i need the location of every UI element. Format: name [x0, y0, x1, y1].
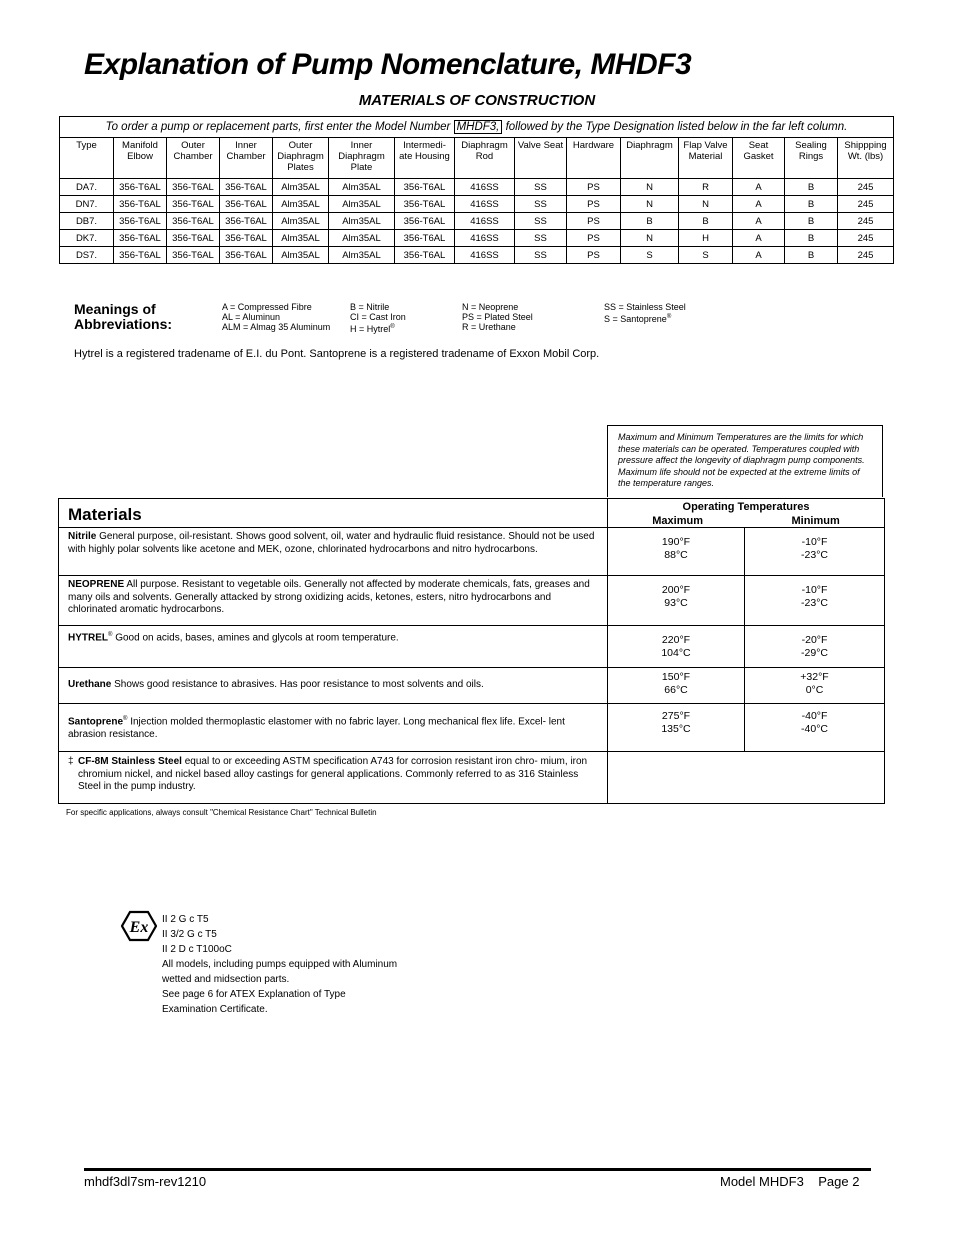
table-cell: B — [785, 179, 838, 196]
min-temp-f: -10°F — [801, 536, 828, 548]
minimum-label: Minimum — [791, 515, 840, 527]
registered-mark: ® — [108, 632, 113, 638]
material-description — [59, 626, 608, 668]
materials-heading: Materials — [59, 499, 608, 528]
materials-table-wrap — [58, 498, 884, 804]
abbreviation-item: CI = Cast Iron — [350, 312, 406, 322]
material-desc-text: All purpose. Resistant to vegetable oils. Generally not affected by moderate chemicals, fats, greases and many oils and solvents. Generally attacked by strong oxidizing acids, ketones, esters, nitro hydrocarbons and chlorinated aromatic hydrocarbons. — [68, 579, 590, 615]
abbreviation-item: R = Urethane — [462, 322, 516, 332]
min-temp-c: -40°C — [801, 723, 828, 735]
table-cell: 356-T6AL — [220, 179, 273, 196]
max-temp-c: 135°C — [661, 723, 691, 735]
material-description — [59, 704, 608, 752]
type-designation-table-wrap — [59, 116, 893, 264]
abbreviation-text: S = Santoprene — [604, 314, 667, 324]
abbreviations-title — [74, 302, 172, 332]
max-temp-f: 150°F — [661, 671, 691, 683]
material-desc-text: General purpose, oil-resistant. Shows good solvent, oil, water and hydraulic fluid resistance. Should not be used with highly polar solvents like acetone and MEK, ozone, chlorinated hydrocarbons and nitro hydrocarbons. — [68, 531, 595, 555]
abbreviation-column-3 — [462, 302, 533, 332]
trademark-notice: Hytrel is a registered tradename of E.I. du Pont. Santoprene is a registered tradename of Exxon Mobil Corp. — [74, 348, 600, 360]
material-description — [59, 576, 608, 626]
min-temp-cell — [745, 668, 885, 704]
table-cell: Alm35AL — [329, 230, 395, 247]
abbreviations-title-line2: Abbreviations: — [74, 316, 173, 332]
min-temp-f: +32°F — [800, 671, 829, 683]
ex-mark: Ex — [129, 919, 149, 936]
material-name: Santoprene — [68, 716, 124, 728]
max-temp-cell — [608, 668, 745, 704]
column-header: Intermedi- ate Housing — [395, 138, 455, 179]
abbreviation-item: ALM = Almag 35 Aluminum — [222, 322, 331, 332]
table-cell: Alm35AL — [273, 230, 329, 247]
abbreviation-column-2 — [350, 302, 406, 334]
table-cell: B — [679, 213, 733, 230]
material-row-hytrel — [59, 626, 885, 668]
abbreviation-item: AL = Aluminun — [222, 312, 280, 322]
page-number: Page 2 — [818, 1174, 860, 1189]
table-cell: 356-T6AL — [395, 230, 455, 247]
column-header: Manifold Elbow — [114, 138, 167, 179]
table-row — [60, 213, 894, 230]
column-header: Hardware — [567, 138, 621, 179]
abbreviation-item — [604, 312, 686, 324]
table-cell: PS — [567, 247, 621, 264]
table-cell: A — [733, 196, 785, 213]
column-header: Diaphragm — [621, 138, 679, 179]
operating-temperatures-label: Operating Temperatures — [682, 501, 810, 513]
min-temp-f: -20°F — [801, 634, 828, 646]
abbreviation-column-1 — [222, 302, 330, 332]
table-cell: B — [785, 196, 838, 213]
table-cell: B — [785, 247, 838, 264]
table-cell: 245 — [838, 213, 894, 230]
table-row — [60, 196, 894, 213]
table-cell: DK7. — [60, 230, 114, 247]
abbreviation-item: N = Neoprene — [462, 302, 519, 312]
material-desc-text: Good on acids, bases, amines and glycols at room temperature. — [112, 632, 399, 644]
table-cell: PS — [567, 230, 621, 247]
page-info — [720, 1174, 859, 1189]
material-row-santoprene — [59, 704, 885, 752]
min-temp-cell — [745, 528, 885, 576]
max-temp-f: 275°F — [661, 710, 691, 722]
material-desc-text: Shows good resistance to abrasives. Has poor resistance to most solvents and oils. — [111, 678, 484, 690]
table-cell: A — [733, 213, 785, 230]
column-header: Type — [60, 138, 114, 179]
column-header: Outer Chamber — [167, 138, 220, 179]
table-cell: 356-T6AL — [114, 179, 167, 196]
double-dagger-mark: ‡ — [68, 756, 74, 767]
table-cell: 416SS — [455, 196, 515, 213]
table-cell: 356-T6AL — [167, 213, 220, 230]
column-header: Valve Seat — [515, 138, 567, 179]
table-cell: A — [733, 179, 785, 196]
material-name: NEOPRENE — [68, 579, 125, 590]
table-cell: B — [785, 230, 838, 247]
material-desc-text: Injection molded thermoplastic elastomer with no fabric layer. Long mechanical flex life. Excel- lent abrasion resistance. — [68, 716, 565, 740]
table-body — [60, 179, 894, 264]
section-subtitle: MATERIALS OF CONSTRUCTION — [358, 92, 596, 109]
table-cell: Alm35AL — [273, 179, 329, 196]
table-cell: SS — [515, 196, 567, 213]
material-row-neoprene — [59, 576, 885, 626]
table-cell: PS — [567, 196, 621, 213]
max-temp-f: 220°F — [661, 634, 691, 646]
type-designation-table — [59, 116, 894, 264]
table-cell: Alm35AL — [273, 196, 329, 213]
table-cell: SS — [515, 179, 567, 196]
abbreviation-column-4 — [604, 302, 686, 324]
table-cell: 245 — [838, 179, 894, 196]
table-cell: 356-T6AL — [167, 247, 220, 264]
table-cell: N — [621, 230, 679, 247]
table-cell: 245 — [838, 196, 894, 213]
material-description — [59, 668, 608, 704]
table-row — [60, 247, 894, 264]
material-name: HYTREL — [68, 632, 108, 644]
atex-line: II 2 G c T5 — [162, 914, 209, 925]
table-cell: N — [679, 196, 733, 213]
max-temp-c: 104°C — [661, 647, 691, 659]
max-temp-cell — [608, 626, 745, 668]
table-cell: 356-T6AL — [167, 230, 220, 247]
empty-temp-cell — [608, 752, 885, 804]
registered-mark: ® — [390, 324, 395, 330]
ex-atex-icon — [121, 910, 157, 942]
abbreviation-item: A = Compressed Fibre — [222, 302, 312, 312]
materials-table — [58, 498, 885, 804]
footer-divider — [84, 1168, 871, 1171]
material-name: Nitrile — [68, 531, 97, 542]
max-temp-f: 200°F — [661, 584, 691, 596]
table-cell: 356-T6AL — [167, 196, 220, 213]
model-number-box: MHDF3, — [454, 120, 503, 134]
table-cell: 356-T6AL — [395, 179, 455, 196]
max-temp-c: 88°C — [664, 549, 688, 561]
table-cell: N — [621, 196, 679, 213]
table-cell: S — [621, 247, 679, 264]
table-cell: A — [733, 230, 785, 247]
abbreviations-title-line1: Meanings of — [74, 301, 156, 317]
material-description — [59, 752, 608, 804]
page-title: Explanation of Pump Nomenclature, MHDF3 — [84, 48, 692, 81]
min-temp-cell — [745, 704, 885, 752]
max-temp-cell — [608, 704, 745, 752]
table-cell: B — [621, 213, 679, 230]
registered-mark: ® — [123, 715, 128, 722]
table-cell: 356-T6AL — [220, 230, 273, 247]
table-cell: Alm35AL — [329, 247, 395, 264]
material-desc-text: equal to or exceeding ASTM specification A743 for corrosion resistant iron chro- mium, iron chromium nickel, and nickel based alloy castings for general applications. Commonly referred to as 316 Stainless Steel in the pump industry. — [78, 756, 588, 792]
min-temp-c: -29°C — [801, 647, 828, 659]
operating-temperatures-header — [608, 499, 885, 528]
atex-line: II 3/2 G c T5 — [162, 929, 217, 940]
table-cell: 245 — [838, 247, 894, 264]
maximum-label: Maximum — [652, 515, 703, 527]
max-temp-c: 66°C — [664, 684, 688, 696]
min-temp-c: -23°C — [801, 597, 828, 609]
table-row — [60, 179, 894, 196]
temperature-note: Maximum and Minimum Temperatures are the limits for which these materials can be operated. Temperatures coupled with pressure affect the longevity of diaphragm pump components. Maximum life should not be expected at the extreme limits of the temperature ranges. — [607, 425, 883, 497]
material-name: Urethane — [68, 678, 112, 690]
column-header: Sealing Rings — [785, 138, 838, 179]
atex-line: Examination Certificate. — [162, 1004, 268, 1015]
registered-mark: ® — [666, 314, 672, 320]
table-cell: 356-T6AL — [114, 213, 167, 230]
material-name: CF-8M Stainless Steel — [78, 756, 182, 767]
order-instructions — [60, 117, 894, 138]
column-header: Outer Diaphragm Plates — [273, 138, 329, 179]
table-cell: DS7. — [60, 247, 114, 264]
table-cell: 416SS — [455, 230, 515, 247]
abbreviation-item: B = Nitrile — [350, 302, 390, 312]
table-cell: R — [679, 179, 733, 196]
table-cell: SS — [515, 230, 567, 247]
intro-text-after: followed by the Type Designation listed below in the far left column. — [502, 121, 848, 133]
table-cell: SS — [515, 247, 567, 264]
column-header: Inner Diaphragm Plate — [329, 138, 395, 179]
table-cell: Alm35AL — [329, 196, 395, 213]
table-cell: 356-T6AL — [114, 247, 167, 264]
table-cell: Alm35AL — [273, 213, 329, 230]
table-cell: 356-T6AL — [220, 196, 273, 213]
table-cell: PS — [567, 179, 621, 196]
abbreviation-item — [350, 322, 406, 334]
model-label: Model MHDF3 — [720, 1174, 804, 1189]
steel-text — [78, 756, 598, 794]
table-cell: 356-T6AL — [114, 196, 167, 213]
table-cell: SS — [515, 213, 567, 230]
material-row-stainless-steel — [59, 752, 885, 804]
table-cell: PS — [567, 213, 621, 230]
min-temp-cell — [745, 576, 885, 626]
min-temp-c: 0°C — [805, 684, 824, 696]
max-temp-cell — [608, 528, 745, 576]
document-code: mhdf3dl7sm-rev1210 — [84, 1174, 207, 1189]
atex-line: wetted and midsection parts. — [162, 974, 290, 985]
table-cell: 245 — [838, 230, 894, 247]
table-cell: 356-T6AL — [395, 196, 455, 213]
table-cell: DA7. — [60, 179, 114, 196]
table-cell: 416SS — [455, 213, 515, 230]
table-cell: Alm35AL — [329, 213, 395, 230]
atex-line: See page 6 for ATEX Explanation of Type — [162, 989, 346, 1000]
table-cell: 356-T6AL — [220, 247, 273, 264]
table-cell: 416SS — [455, 179, 515, 196]
column-header: Seat Gasket — [733, 138, 785, 179]
intro-text: To order a pump or replacement parts, first enter the Model Number — [105, 121, 454, 133]
table-cell: 356-T6AL — [395, 247, 455, 264]
max-temp-cell — [608, 576, 745, 626]
table-cell: Alm35AL — [329, 179, 395, 196]
abbreviation-item: SS = Stainless Steel — [604, 302, 686, 312]
table-cell: DN7. — [60, 196, 114, 213]
table-cell: DB7. — [60, 213, 114, 230]
column-header: Diaphragm Rod — [455, 138, 515, 179]
min-temp-c: -23°C — [801, 549, 828, 561]
atex-text-block — [162, 912, 397, 1017]
min-temp-cell — [745, 626, 885, 668]
table-row — [60, 230, 894, 247]
table-cell: 356-T6AL — [114, 230, 167, 247]
table-cell: 356-T6AL — [395, 213, 455, 230]
material-description — [59, 528, 608, 576]
max-temp-f: 190°F — [661, 536, 691, 548]
table-cell: 356-T6AL — [220, 213, 273, 230]
table-cell: Alm35AL — [273, 247, 329, 264]
table-cell: B — [785, 213, 838, 230]
column-header: Flap Valve Material — [679, 138, 733, 179]
abbreviation-item: PS = Plated Steel — [462, 312, 533, 322]
table-cell: H — [679, 230, 733, 247]
table-cell: S — [679, 247, 733, 264]
table-cell: 356-T6AL — [167, 179, 220, 196]
min-temp-f: -10°F — [801, 584, 828, 596]
material-row-urethane — [59, 668, 885, 704]
material-row-nitrile — [59, 528, 885, 576]
column-header: Inner Chamber — [220, 138, 273, 179]
atex-line: All models, including pumps equipped with Aluminum — [162, 959, 398, 970]
abbreviation-text: H = Hytrel — [350, 324, 391, 334]
max-temp-c: 93°C — [664, 597, 688, 609]
table-header-row — [60, 138, 894, 179]
table-cell: 416SS — [455, 247, 515, 264]
footnote: For specific applications, always consult "Chemical Resistance Chart" Technical Bulletin — [66, 808, 377, 817]
min-temp-f: -40°F — [801, 710, 828, 722]
table-cell: N — [621, 179, 679, 196]
column-header: Shippping Wt. (lbs) — [838, 138, 894, 179]
table-cell: A — [733, 247, 785, 264]
atex-line: II 2 D c T100oC — [162, 944, 232, 955]
